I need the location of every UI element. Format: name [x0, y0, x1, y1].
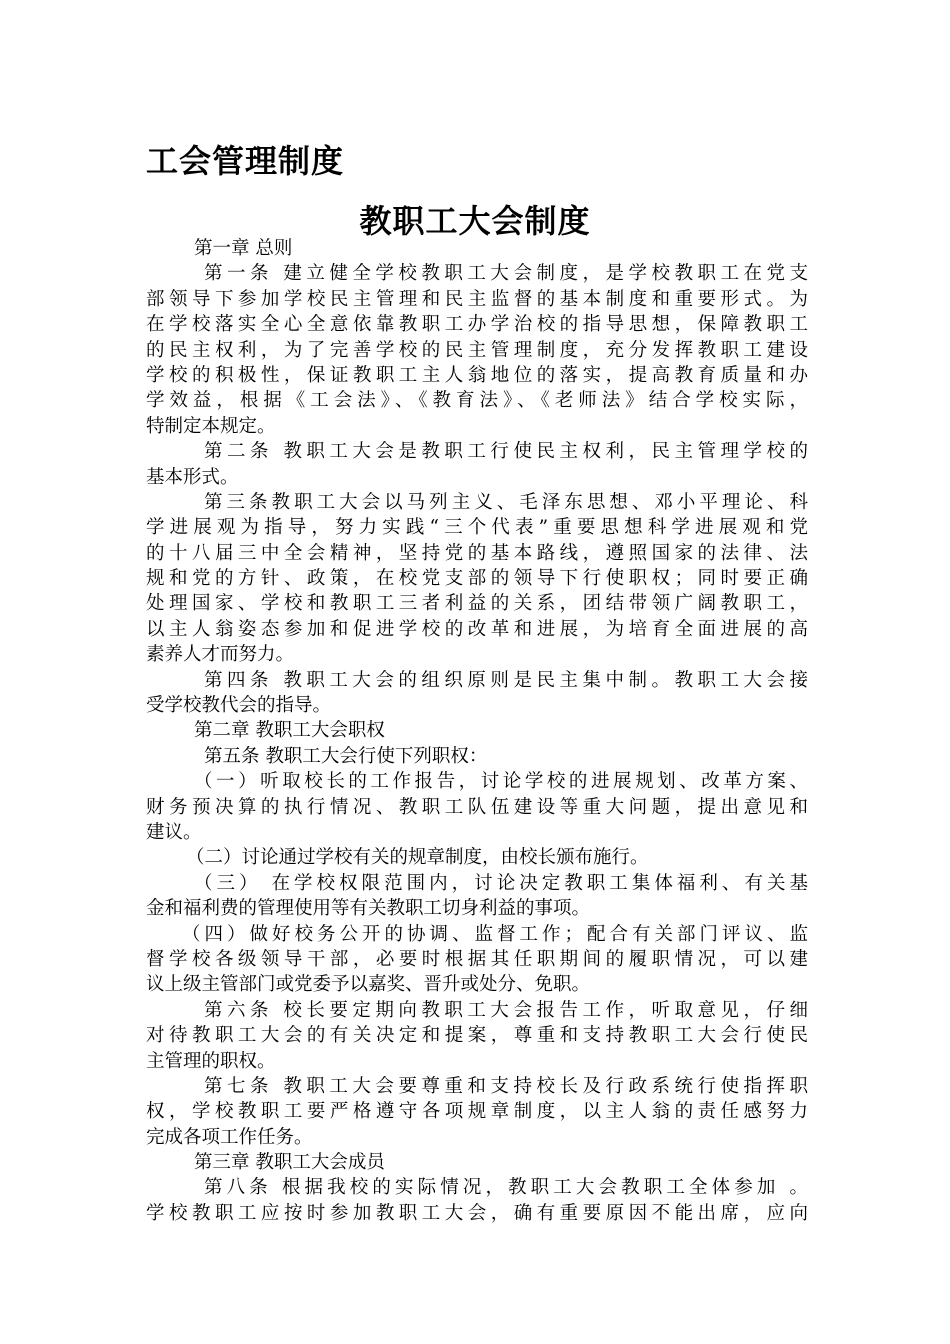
text-line: 第三条教职工大会以马列主义、毛泽东思想、邓小平理论、科: [204, 491, 808, 513]
text-line: （一）听取校长的工作报告，讨论学校的进展规划、改革方案、: [194, 771, 808, 793]
text-line: 受学校教代会的指导。: [146, 695, 332, 717]
text-line: 第八条 根据我校的实际情况，教职工大会教职工全体参加 。: [204, 1177, 808, 1199]
text-line: 学校的积极性，保证教职工主人翁地位的落实，提高教育质量和办: [146, 364, 808, 386]
text-line: 第六条 校长要定期向教职工大会报告工作，听取意见，仔细: [204, 999, 808, 1021]
text-line: 督学校各级领导干部，必要时根据其任职期间的履职情况，可以建: [146, 948, 808, 970]
text-line: 特制定本规定。: [146, 415, 276, 437]
text-line: 处理国家、学校和教职工三者利益的关系，团结带领广阔教职工，: [146, 593, 808, 615]
text-line: 部领导下参加学校民主管理和民主监督的基本制度和重要形式。为: [146, 288, 808, 310]
document-body: [146, 236, 808, 1226]
text-line: 素养人才而努力。: [146, 644, 295, 666]
text-line: 规和党的方针、政策，在校党支部的领导下行使职权；同时要正确: [146, 568, 808, 590]
document-subtitle: 教职工大会制度: [359, 202, 591, 240]
text-line: 的民主权利，为了完善学校的民主管理制度，充分发挥教职工建设: [146, 339, 808, 361]
text-line: 第五条 教职工大会行使下列职权：: [204, 745, 488, 767]
document-title: 工会管理制度: [146, 142, 345, 180]
text-line: 第三章 教职工大会成员: [194, 1152, 385, 1174]
text-line: 第二条 教职工大会是教职工行使民主权利，民主管理学校的: [204, 441, 808, 463]
text-line: 在学校落实全心全意依靠教职工办学治校的指导思想，保障教职工: [146, 314, 808, 336]
text-line: 对待教职工大会的有关决定和提案，尊重和支持教职工大会行使民: [146, 1025, 808, 1047]
text-line: （二）讨论通过学校有关的规章制度，由校长颁布施行。: [186, 847, 649, 869]
text-line: 基本形式。: [146, 466, 239, 488]
text-line: 权，学校教职工要严格遵守各项规章制度，以主人翁的责任感努力: [146, 1101, 808, 1123]
text-line: 第七条 教职工大会要尊重和支持校长及行政系统行使指挥职: [204, 1075, 808, 1097]
text-line: 财务预决算的执行情况、教职工队伍建设等重大问题，提出意见和: [146, 796, 808, 818]
text-line: 学效益，根据《工会法》、《教育法》、《老师法》结合学校实际，: [146, 390, 808, 412]
text-line: 完成各项工作任务。: [146, 1126, 313, 1148]
text-line: 第二章 教职工大会职权: [194, 720, 385, 742]
text-line: 议上级主管部门或党委予以嘉奖、晋升或处分、免职。: [146, 974, 591, 996]
text-line: 第四条 教职工大会的组织原则是民主集中制。教职工大会接: [204, 669, 808, 691]
text-line: 金和福利费的管理使用等有关教职工切身利益的事项。: [146, 898, 591, 920]
text-line: 的十八届三中全会精神，坚持党的基本路线，遵照国家的法律、法: [146, 542, 808, 564]
text-line: 第一条 建立健全学校教职工大会制度，是学校教职工在党支: [204, 263, 808, 285]
text-line: 建议。: [146, 821, 202, 843]
text-line: 第一章 总则: [194, 238, 293, 259]
text-line: （三） 在学校权限范围内，讨论决定教职工集体福利、有关基: [194, 872, 808, 894]
text-line: 学校教职工应按时参加教职工大会，确有重要原因不能出席，应向: [146, 1202, 808, 1224]
text-line: （四）做好校务公开的协调、监督工作；配合有关部门评议、监: [182, 923, 808, 945]
text-line: 主管理的职权。: [146, 1050, 276, 1072]
text-line: 以主人翁姿态参加和促进学校的改革和进展，为培育全面进展的高: [146, 618, 808, 640]
text-line: 学进展观为指导，努力实践“三个代表”重要思想科学进展观和党: [146, 517, 808, 539]
